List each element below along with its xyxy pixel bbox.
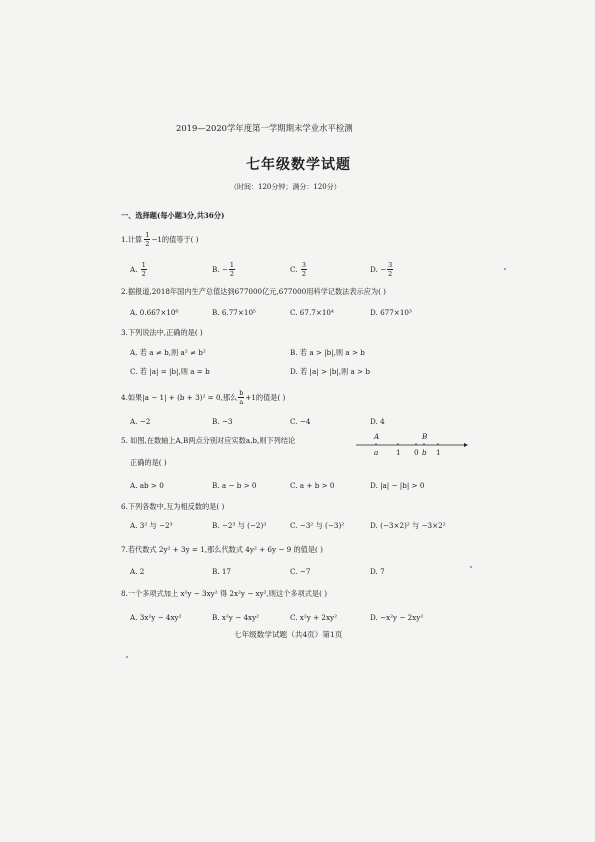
q3-option-b: B. 若 a > |b|,则 a > b (290, 348, 365, 357)
number-line-arrow (464, 443, 468, 447)
point-a-label: A (374, 432, 380, 441)
q4-fraction: $\frac{b}{a}$ (239, 389, 244, 407)
q7-option-d: D. 7 (370, 567, 385, 576)
question-3-stem: 3.下列说法中,正确的是( ) (121, 328, 203, 337)
subject-title: 七年级数学试题 (246, 157, 351, 173)
q1-option-b: B. − $\frac{1}{2}$ (212, 261, 234, 279)
q6-option-b: B. −2³ 与 (−2)³ (212, 521, 267, 530)
q8-option-b: B. x²y − 4xy² (212, 613, 260, 622)
question-7-stem: 7.若代数式 2y² + 3y = 1,那么代数式 4y² + 6y − 9 的值是( ) (121, 545, 323, 554)
q1-stem-pre: 1.计算 (121, 234, 143, 244)
q5-option-d: D. |a| − |b| > 0 (370, 481, 425, 490)
question-5-stem-line2: 正确的是( ) (130, 458, 167, 467)
q2-option-d: D. 677×10³ (370, 308, 412, 317)
q7-option-b: B. 17 (212, 567, 231, 576)
q1-option-a: A. $\frac{1}{2}$ (130, 261, 146, 279)
point-b-label: B (422, 432, 428, 441)
q6-option-c: C. −3² 与 (−3)² (290, 521, 345, 530)
q2-option-a: A. 0.667×10⁶ (130, 308, 179, 317)
question-6-stem: 6.下列各数中,互为相反数的是( ) (121, 502, 225, 511)
q1-stem-fraction: $\frac{1}{2}$ (145, 231, 150, 249)
tick-a-label: a (374, 448, 379, 457)
time-score-note: （时间：120分钟；满分：120分） (230, 183, 341, 191)
q5-option-c: C. a + b > 0 (290, 481, 335, 490)
tick-one-label: 1 (436, 448, 441, 457)
question-2-stem: 2.据报道,2018年国内生产总值达到677000亿元,677000用科学记数法表示应为( ) (121, 287, 386, 296)
q3-option-a: A. 若 a ≠ b,则 a² ≠ b² (130, 348, 206, 357)
exam-title: 2019—2020学年度第一学期期末学业水平检测 (176, 123, 353, 133)
q3-option-c: C. 若 |a| = |b|,则 a = b (130, 367, 210, 376)
q6-option-a: A. 3² 与 −2³ (130, 521, 173, 530)
q4-option-d: D. 4 (370, 417, 385, 426)
q1-option-c: C. $\frac{3}{2}$ (290, 261, 306, 279)
tick-b-label: b (422, 448, 427, 457)
number-line-svg (356, 433, 468, 459)
q2-option-b: B. 6.77×10⁵ (212, 308, 256, 317)
q8-option-a: A. 3x²y − 4xy² (130, 613, 182, 622)
tick-neg-one-label: 1 (396, 448, 401, 457)
q1-option-d: D. − $\frac{3}{2}$ (370, 261, 393, 279)
question-5-stem-line1: 5. 如图,在数轴上A,B两点分别对应实数a,b,则下列结论 (121, 436, 296, 445)
q4-option-c: C. −4 (290, 417, 311, 426)
q1-stem-post: −1的值等于( ) (151, 234, 199, 244)
q6-option-d: D. (−3×2)² 与 −3×2² (370, 521, 446, 530)
number-line-figure (356, 433, 468, 459)
q4-option-a: A. −2 (130, 417, 151, 426)
q4-option-b: B. −3 (212, 417, 233, 426)
q5-option-a: A. ab > 0 (130, 481, 164, 490)
section-heading: 一、选择题(每小题3分,共36分) (121, 211, 225, 220)
scan-speck (470, 566, 472, 568)
question-4-stem: 4.如果|a − 1| + (b + 3)² = 0,那么 $\frac{b}{a}$ +1的值是( ) (121, 389, 286, 407)
question-8-stem: 8.一个多项式加上 x²y − 3xy² 得 2x²y − xy²,则这个多项式是( ) (121, 589, 328, 598)
q5-option-b: B. a − b > 0 (212, 481, 257, 490)
q8-option-d: D. −x²y − 2xy² (370, 613, 424, 622)
question-1-stem (121, 232, 199, 248)
q8-option-c: C. x²y + 2xy² (290, 613, 337, 622)
scan-speck (504, 268, 506, 270)
scan-speck (126, 656, 128, 658)
tick-zero-label: 0 (414, 448, 419, 457)
q2-option-c: C. 67.7×10⁴ (290, 308, 334, 317)
page-footer: 七年级数学试题（共4页）第1页 (234, 630, 343, 639)
q3-option-d: D. 若 |a| > |b|,则 a > b (290, 367, 370, 376)
q7-option-a: A. 2 (130, 567, 145, 576)
q7-option-c: C. −7 (290, 567, 311, 576)
